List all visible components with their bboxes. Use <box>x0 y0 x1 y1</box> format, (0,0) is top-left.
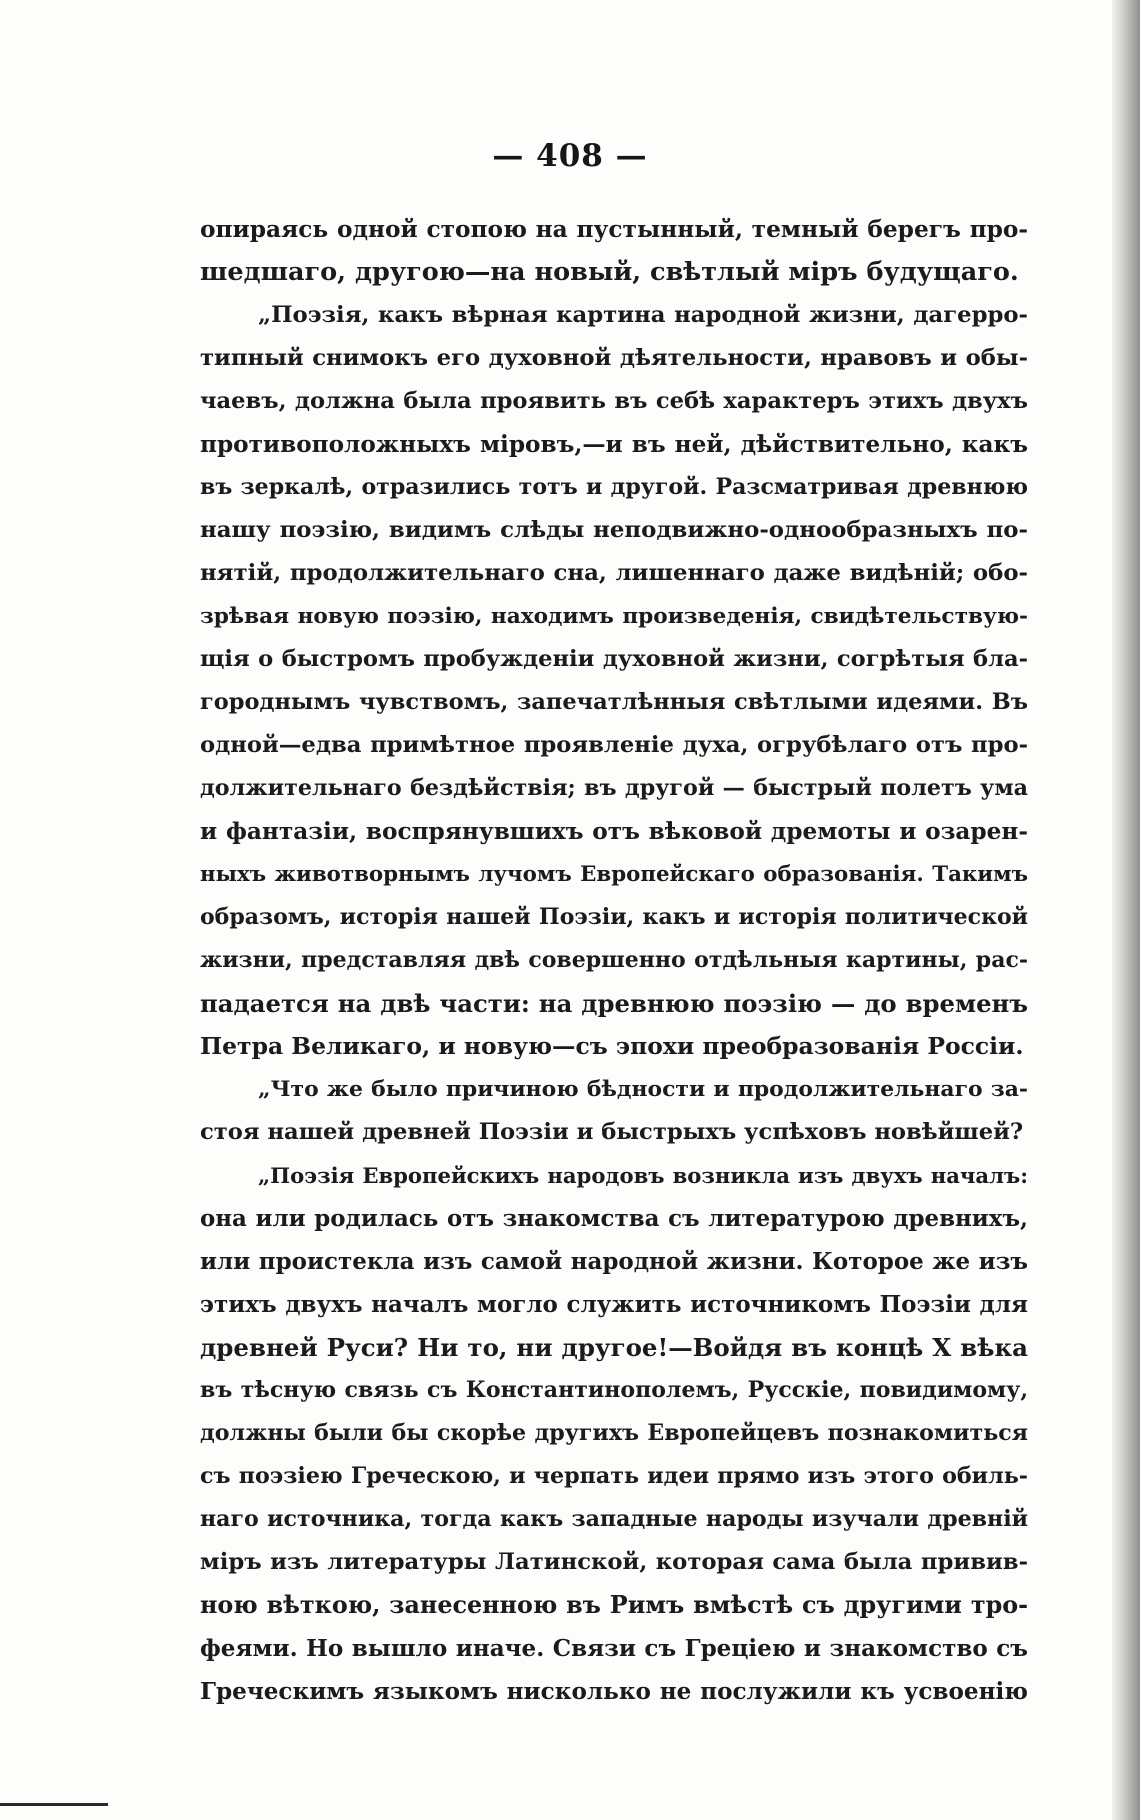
text-line: и фантазіи, воспрянувшихъ отъ вѣковой дремоты и озарен- <box>200 818 1028 845</box>
text-line: стоя нашей древней Поэзіи и быстрыхъ успѣховъ новѣйшей? <box>200 1119 1024 1145</box>
bottom-rule <box>0 1803 108 1806</box>
text-line: Петра Великаго, и новую—съ эпохи преобразованія Россіи. <box>200 1032 1024 1060</box>
text-line: опираясь одной стопою на пустынный, темный берегъ про- <box>200 216 1028 243</box>
text-line: Греческимъ языкомъ нисколько не послужили къ усвоенію <box>200 1678 1028 1705</box>
text-line: древней Руси? Ни то, ни другое!—Войдя въ концѣ X вѣка <box>200 1333 1028 1362</box>
text-line: этихъ двухъ началъ могло служить источникомъ Поэзіи для <box>200 1291 1028 1318</box>
text-line: ныхъ животворнымъ лучомъ Европейскаго образованія. Такимъ <box>200 862 1028 887</box>
text-line: чаевъ, должна была проявить въ себѣ характеръ этихъ двухъ <box>200 388 1028 414</box>
text-line: или проистекла изъ самой народной жизни. Которое же изъ <box>200 1248 1028 1275</box>
text-line: должны были бы скорѣе другихъ Европейцевъ познакомиться <box>200 1420 1028 1446</box>
text-line: міръ изъ литературы Латинской, которая сама была привив- <box>200 1549 1028 1575</box>
text-line: нятій, продолжительнаго сна, лишеннаго даже видѣній; обо- <box>200 560 1028 586</box>
text-line: съ поэзіею Греческою, и черпать идеи прямо изъ этого обиль- <box>200 1463 1028 1489</box>
text-line: зрѣвая новую поэзію, находимъ произведенія, свидѣтельствую- <box>200 604 1028 629</box>
text-line: шедшаго, другою—на новый, свѣтлый міръ будущаго. <box>200 257 1019 287</box>
text-line: феями. Но вышло иначе. Связи съ Греціею и знакомство съ <box>200 1635 1028 1662</box>
text-line: городнымъ чувствомъ, запечатлѣнныя свѣтлыми идеями. Въ <box>200 689 1028 715</box>
text-line: наго источника, тогда какъ западные народы изучали древній <box>200 1506 1028 1532</box>
text-line: жизни, представляя двѣ совершенно отдѣльныя картины, рас- <box>200 947 1028 973</box>
page-edge-shadow <box>1112 0 1140 1820</box>
text-line: типный снимокъ его духовной дѣятельности, нравовъ и обы- <box>200 345 1028 371</box>
text-line: нашу поэзію, видимъ слѣды неподвижно-однообразныхъ по- <box>200 517 1028 543</box>
text-line: противоположныхъ міровъ,—и въ ней, дѣйствительно, какъ <box>200 431 1028 458</box>
text-line: ною вѣткою, занесенною въ Римъ вмѣстѣ съ другими тро- <box>200 1591 1028 1619</box>
body-text <box>200 208 1028 1713</box>
page-number: — 408 — <box>492 138 648 174</box>
text-line: образомъ, исторія нашей Поэзіи, какъ и исторія политической <box>200 904 1028 930</box>
text-line: въ тѣсную связь съ Константинополемъ, Русскіе, повидимому, <box>200 1377 1028 1403</box>
text-line: „Что же было причиною бѣдности и продолжительнаго за- <box>258 1076 1028 1102</box>
text-line: она или родилась отъ знакомства съ литературою древнихъ, <box>200 1205 1028 1232</box>
text-line: одной—едва примѣтное проявленіе духа, огрубѣлаго отъ про- <box>200 732 1028 758</box>
text-line: падается на двѣ части: на древнюю поэзію — до временъ <box>200 989 1028 1018</box>
text-line: должительнаго бездѣйствія; въ другой — быстрый полетъ ума <box>200 775 1028 801</box>
text-line: щія о быстромъ пробужденіи духовной жизни, согрѣтыя бла- <box>200 646 1028 672</box>
text-line: въ зеркалѣ, отразились тотъ и другой. Разсматривая древнюю <box>200 474 1028 500</box>
text-line: „Поэзія Европейскихъ народовъ возникла изъ двухъ началъ: <box>258 1163 1028 1188</box>
text-line: „Поэзія, какъ вѣрная картина народной жизни, дагерро- <box>258 302 1028 328</box>
